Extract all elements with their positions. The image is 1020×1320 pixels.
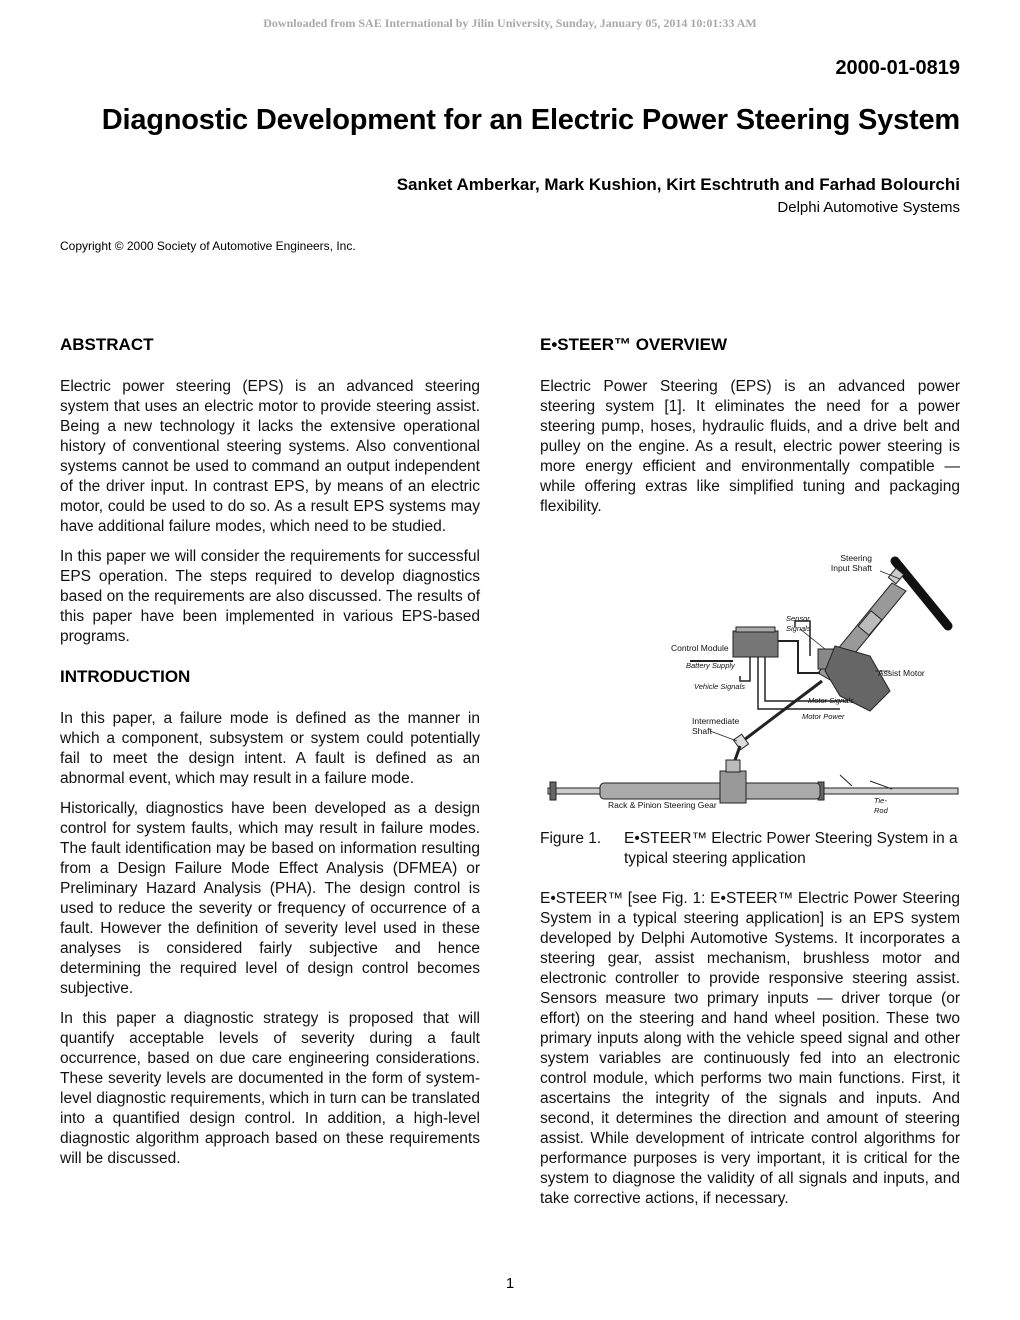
vehicle-signals-wire [740,657,750,681]
control-module-shape [733,631,778,657]
authors: Sanket Amberkar, Mark Kushion, Kirt Eschtruth and Farhad Bolourchi [396,175,960,194]
label-intermediate: Intermediate [692,716,740,726]
label-motor-signals: Motor Signals [808,696,854,705]
label-signals: Signals [786,624,811,633]
label-rod: Rod [874,806,888,815]
introduction-paragraph-1: In this paper, a failure mode is defined as the manner in which a component, subsystem or system could potentially fail to meet the design intent. A fault is defined as an abnormal event, which may result in a failure mode. [60,710,480,787]
pinion-housing [720,771,746,803]
label-shaft: Shaft [692,726,712,736]
label-vehicle-signals: Vehicle Signals [694,682,746,691]
overview-paragraph-2: E•STEER™ [see Fig. 1: E•STEER™ Electric Power Steering System in a typical steering application] is an EPS system developed by Delphi Automotive Systems. It incorporates a steering gear, assist mechanism, brushless motor and electronic controller to provide responsive steering assist. Sensors measure two primary inputs — driver torque (or effort) on the steering and hand wheel position. These two primary inputs along with the vehicle speed signal and other system variables are continuously fed into an electronic control module, which performs two main functions. First, it ascertains the integrity of the signals and inputs. And second, it determines the direction and amount of steering assist. While development of intricate control algorithms for performance purposes is very important, it is critical for the system to diagnose the validity of all signals and inputs, and take corrective actions, if necessary. [540,890,960,1207]
eps-system-diagram [540,531,960,823]
label-input-shaft: Input Shaft [830,563,872,573]
abstract-paragraph-2: In this paper we will consider the requirements for successful EPS operation. The steps required to develop diagnostics based on the requirements are also discussed. The results of this paper have been implemented in various EPS-based programs. [60,548,480,645]
label-tie: Tie- [874,796,887,805]
copyright-notice: Copyright © 2000 Society of Automotive Engineers, Inc. [60,239,356,253]
label-battery-supply: Battery Supply [686,661,735,670]
overview-paragraph-1: Electric Power Steering (EPS) is an advanced power steering system [1]. It eliminates the need for a power steering pump, hoses, hydraulic fluids, and a drive belt and pulley on the engine. As a result, electric power steering is more energy efficient and environmentally compatible — while offering extras like simplified tuning and packaging flexibility. [540,378,960,515]
rack-housing [600,783,820,799]
page-number: 1 [505,1275,515,1292]
paper-number: 2000-01-0819 [835,57,960,79]
introduction-paragraph-3: In this paper a diagnostic strategy is proposed that will quantify acceptable levels of severity during a fault occurrence, based on due care engineering considerations. These severity levels are documented in the form of system-level diagnostic requirements, which in turn can be translated into a quantified design control. In addition, a high-level diagnostic algorithm approach based on these requirements will be discussed. [60,1010,480,1167]
introduction-heading: INTRODUCTION [60,667,191,686]
affiliation: Delphi Automotive Systems [777,199,960,216]
abstract-heading: ABSTRACT [60,335,154,354]
label-sensor: Sensor [786,614,810,623]
overview-heading: E•STEER™ OVERVIEW [540,335,728,354]
figure-caption-label: Figure 1. [540,830,602,847]
right-column [540,335,960,1209]
figure-caption [540,829,960,869]
figure-1 [540,531,960,823]
abstract-paragraph-1: Electric power steering (EPS) is an advanced steering system that uses an electric motor to provide steering assist. Being a new technology it lacks the extensive operational history of conventional steering systems. Also conventional systems cannot be used to command an output independent of the driver input. In contrast EPS, by means of an electric motor, could be used to do so. As a result EPS systems may have additional failure modes, which need to be studied. [60,378,480,535]
label-rack-pinion: Rack & Pinion Steering Gear [608,800,717,810]
figure-caption-text: E•STEER™ Electric Power Steering System in a typical steering application [624,830,958,867]
introduction-paragraph-2: Historically, diagnostics have been developed as a design control for system faults, which may result in failure modes. The fault identification may be based on information resulting from a Design Failure Mode Effect Analysis (DFMEA) or Preliminary Hazard Analysis (PHA). The design control is used to reduce the severity or frequency of occurrence of a fault. However the definition of severity level used in these analyses is considered fairly subjective and hence determining the required level of design control becomes subjective. [60,800,480,997]
label-steering: Steering [840,553,872,563]
left-column [60,335,480,1169]
label-control-module: Control Module [671,643,729,653]
paper-title: Diagnostic Development for an Electric Power Steering System [101,104,960,136]
label-motor-power: Motor Power [802,712,845,721]
sensor-signal-wire [778,641,820,673]
label-assist-motor: Assist Motor [878,668,925,678]
download-banner: Downloaded from SAE International by Jilin University, Sunday, January 05, 2014 10:01:33 AM [263,16,757,30]
